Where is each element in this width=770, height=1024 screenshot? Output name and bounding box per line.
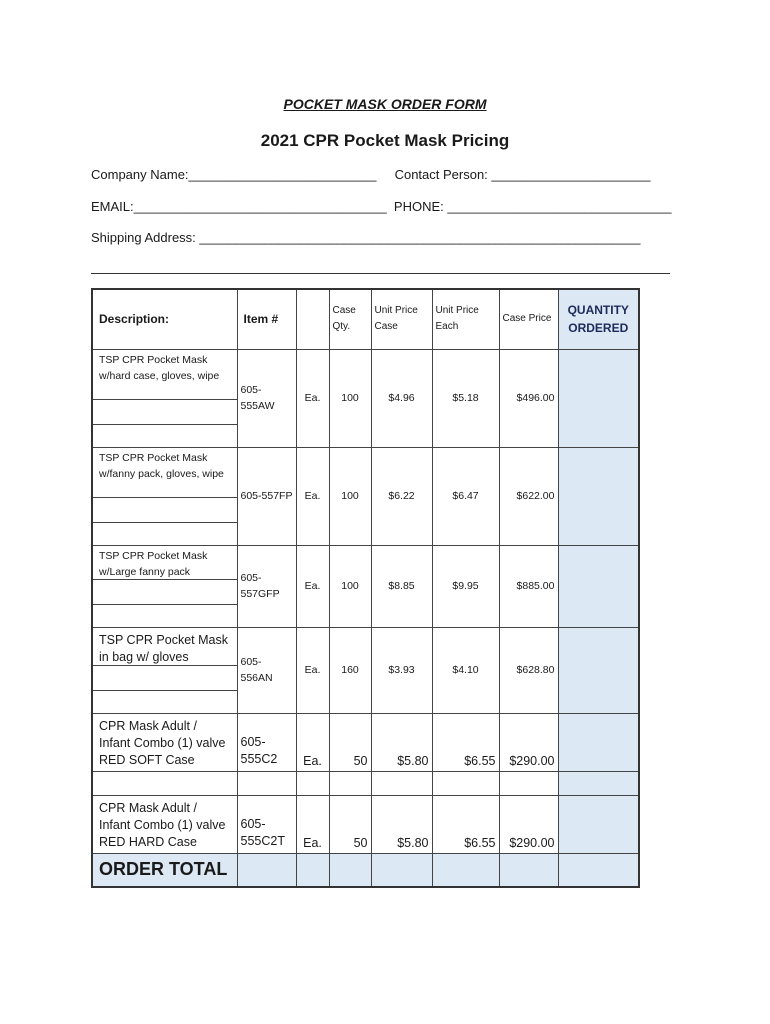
header-unit — [296, 289, 329, 349]
quantity-ordered-input[interactable] — [558, 795, 639, 853]
unit: Ea. — [296, 713, 329, 771]
item-number: 605-555AW — [237, 349, 296, 447]
quantity-ordered-input[interactable] — [558, 349, 639, 447]
table-row — [92, 545, 639, 627]
description-cell — [92, 627, 237, 713]
unit-price-case: $4.96 — [371, 349, 432, 447]
unit: Ea. — [296, 795, 329, 853]
unit-price-case: $6.22 — [371, 447, 432, 545]
table-row — [92, 795, 639, 853]
case-qty: 100 — [329, 447, 371, 545]
quantity-ordered-input[interactable] — [558, 627, 639, 713]
email-phone-line[interactable]: EMAIL:___________________________________ PHONE: _______________________________ — [91, 199, 672, 214]
description-cell — [92, 545, 237, 627]
item-number: 605-556AN — [237, 627, 296, 713]
description-cell — [92, 349, 237, 447]
case-price: $622.00 — [499, 447, 558, 545]
case-qty: 50 — [329, 795, 371, 853]
case-price: $496.00 — [499, 349, 558, 447]
case-qty: 160 — [329, 627, 371, 713]
unit-price-each: $4.10 — [432, 627, 499, 713]
item-number: 605-555C2 — [237, 713, 296, 771]
table-row — [92, 713, 639, 771]
unit: Ea. — [296, 627, 329, 713]
case-qty: 100 — [329, 545, 371, 627]
unit: Ea. — [296, 447, 329, 545]
item-number: 605-557GFP — [237, 545, 296, 627]
item-description: CPR Mask Adult / Infant Combo (1) valve RED SOFT Case — [99, 718, 226, 767]
description-cell — [92, 447, 237, 545]
item-description: TSP CPR Pocket Mask in bag w/ gloves — [99, 632, 228, 664]
table-row — [92, 349, 639, 447]
header-case-qty: Case Qty. — [329, 289, 371, 349]
header-quantity-ordered: QUANTITY ORDERED — [558, 289, 639, 349]
header-item: Item # — [237, 289, 296, 349]
unit-price-each: $6.55 — [432, 795, 499, 853]
header-case-price: Case Price — [499, 289, 558, 349]
item-description: CPR Mask Adult / Infant Combo (1) valve RED HARD Case — [99, 800, 226, 849]
item-description: TSP CPR Pocket Mask w/hard case, gloves, wipe — [99, 353, 220, 382]
quantity-ordered-input[interactable] — [558, 545, 639, 627]
form-title: POCKET MASK ORDER FORM — [283, 96, 487, 112]
order-total-input[interactable] — [558, 853, 639, 887]
shipping-address-blank[interactable] — [91, 273, 670, 274]
header-unit-price-case: Unit Price Case — [371, 289, 432, 349]
quantity-ordered-input[interactable] — [558, 447, 639, 545]
item-number: 605-557FP — [237, 447, 296, 545]
unit-price-each: $6.47 — [432, 447, 499, 545]
unit-price-each: $9.95 — [432, 545, 499, 627]
header-unit-price-each: Unit Price Each — [432, 289, 499, 349]
unit-price-each: $5.18 — [432, 349, 499, 447]
unit-price-case: $8.85 — [371, 545, 432, 627]
spacer-row — [92, 771, 639, 795]
company-contact-line[interactable]: Company Name:__________________________ Contact Person: ______________________ — [91, 167, 651, 182]
unit-price-case: $5.80 — [371, 795, 432, 853]
unit-price-each: $6.55 — [432, 713, 499, 771]
header-description: Description: — [92, 289, 237, 349]
shipping-address-line[interactable]: Shipping Address: _____________________________________________________________ — [91, 230, 641, 245]
unit-price-case: $5.80 — [371, 713, 432, 771]
item-number: 605-555C2T — [237, 795, 296, 853]
pricing-table — [91, 288, 640, 888]
table-row — [92, 627, 639, 713]
case-price: $290.00 — [499, 713, 558, 771]
pricing-subtitle: 2021 CPR Pocket Mask Pricing — [260, 131, 510, 150]
unit: Ea. — [296, 349, 329, 447]
case-qty: 50 — [329, 713, 371, 771]
table-row — [92, 447, 639, 545]
description-cell — [92, 795, 237, 853]
item-description: TSP CPR Pocket Mask w/Large fanny pack — [99, 549, 208, 578]
case-price: $290.00 — [499, 795, 558, 853]
order-total-row — [92, 853, 639, 887]
case-price: $885.00 — [499, 545, 558, 627]
case-qty: 100 — [329, 349, 371, 447]
quantity-ordered-input[interactable] — [558, 713, 639, 771]
item-description: TSP CPR Pocket Mask w/fanny pack, gloves, wipe — [99, 451, 224, 480]
order-total-label: ORDER TOTAL — [92, 853, 237, 887]
case-price: $628.80 — [499, 627, 558, 713]
description-cell — [92, 713, 237, 771]
table-header-row — [92, 289, 639, 349]
unit: Ea. — [296, 545, 329, 627]
unit-price-case: $3.93 — [371, 627, 432, 713]
